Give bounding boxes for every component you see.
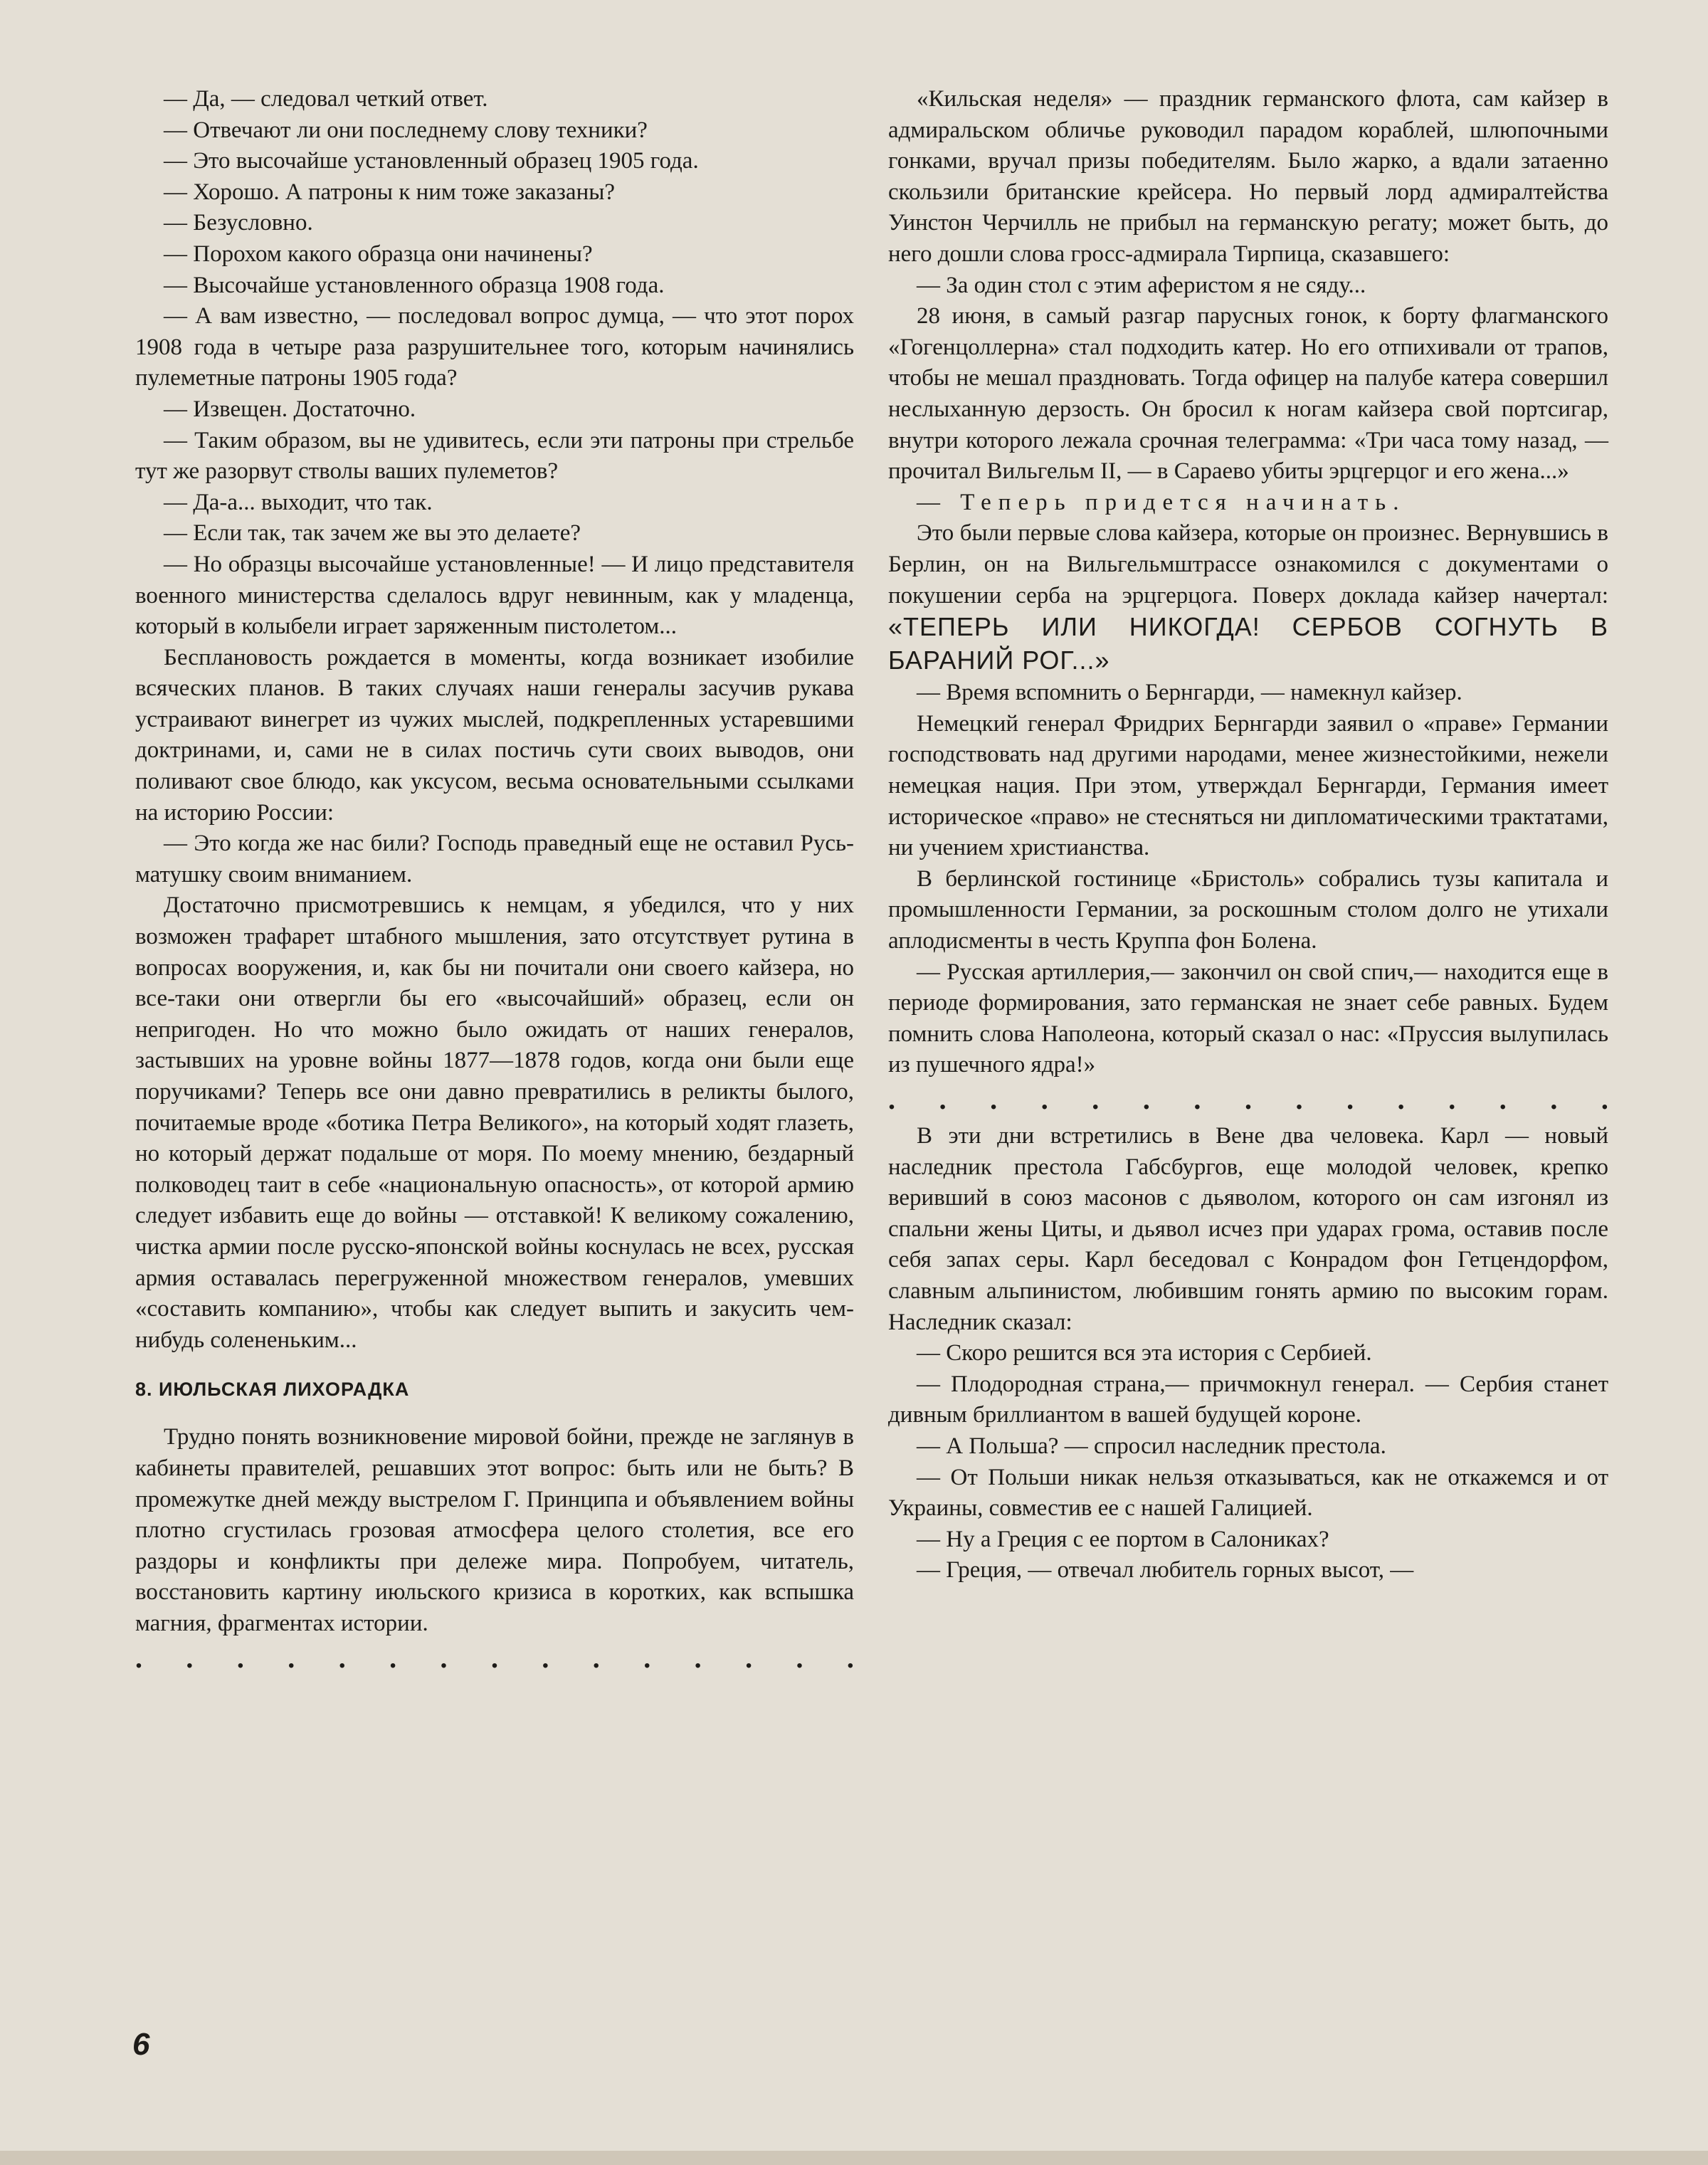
divider-dot: . — [1397, 1083, 1405, 1115]
left-column — [135, 84, 854, 1680]
paragraph: — От Польши никак нельзя отказываться, как не откажемся и от Украины, совместив ее с нашей Галицией. — [888, 1464, 1608, 1522]
divider-dot: . — [1092, 1083, 1100, 1115]
divider-dot: . — [1346, 1083, 1354, 1115]
paragraph: — Греция, — отвечал любитель горных высот, — — [917, 1557, 1414, 1584]
divider-dot: . — [643, 1641, 651, 1674]
page-number: 6 — [132, 2027, 150, 2062]
left-paragraphs-a — [135, 84, 854, 1356]
divider-dot: . — [440, 1641, 448, 1674]
paragraph: — Таким образом, вы не удивитесь, если эти патроны при стрельбе тут же разорвут стволы ваших пулеметов? — [135, 427, 854, 485]
kaiser-paragraph-text: Это были первые слова кайзера, которые он произнес. Вернувшись в Берлин, он на Вильгельмштрассе ознакомился с документами о покушении серба на эрцгерцога. Поверх доклада кайзер начертал: — [888, 520, 1608, 609]
divider-dot: . — [490, 1641, 498, 1674]
paragraph: В эти дни встретились в Вене два человека. Карл — новый наследник престола Габсбургов, еще молодой человек, крепко веривший в союз масонов с дьяволом, которого он сам изгонял из спальни жены Циты, и дьявол исчез при ударах грома, оставив после себя запах серы. Карл беседовал с Конрадом фон Гетцендорфом, славным альпинистом, любившим гонять армию по высоким горам. Наследник сказал: — [888, 1123, 1608, 1335]
right-column — [888, 84, 1608, 1586]
right-paragraphs-b — [888, 678, 1608, 1081]
left-paragraphs-b — [135, 1422, 854, 1639]
divider-dot: . — [236, 1641, 244, 1674]
page-bottom-edge — [0, 2151, 1708, 2165]
divider-dot: . — [288, 1641, 295, 1674]
kaiser-caps-quote: «ТЕПЕРЬ ИЛИ НИКОГДА! СЕРБОВ СОГНУТЬ В БАРАНИЙ РОГ...» — [888, 612, 1608, 675]
paragraph: Трудно понять возникновение мировой бойни, прежде не заглянув в кабинеты правителей, решавших этот вопрос: быть или не быть? В промежутке дней между выстрелом Г. Принципа и объявлением войны плотно сгустилась грозовая атмосфера целого столетия, все его раздоры и конфликты при дележе мира. Попробуем, читатель, восстановить картину июльского кризиса в коротких, как вспышка магния, фрагментах истории. — [135, 1424, 854, 1636]
divider-dot: . — [1244, 1083, 1252, 1115]
kaiser-paragraph — [888, 518, 1608, 678]
paragraph: Немецкий генерал Фридрих Бернгарди заявил о «праве» Германии господствовать над другими народами, менее жизнестойкими, нежели немецкая нация. При этом, утверждал Бернгарди, Германия имеет историческое «право» не стесняться ни дипломатическими трактатами, ни учением христианства. — [888, 710, 1608, 861]
section-divider-dots — [888, 1081, 1608, 1121]
paragraph: — Это высочайше установленный образец 1905 года. — [164, 148, 699, 174]
paragraph: — Время вспомнить о Бернгарди, — намекнул кайзер. — [917, 680, 1462, 706]
paragraph: Достаточно присмотревшись к немцам, я убедился, что у них возможен трафарет штабного мышления, зато отсутствует рутина в вопросах вооружения, и, как бы ни почитали они своего кайзера, но все-таки они отвергли бы его «высочайший» образец, если он непригоден. Но что можно было ожидать от наших генералов, застывших на уровне войны 1877—1878 годов, когда они были еще поручиками? Теперь все они давно превратились в реликты былого, почитаемые вроде «ботика Петра Великого», на который ходят глазеть, но который держат подальше от моря. По моему мнению, бездарный полководец таит в себе «национальную опасность», от которой армию следует избавить еще до войны — отставкой! К великому сожалению, чистка армии после русско-японской войны коснулась не всех, русская армия оставалась перегруженной множеством генералов, умевших «составить компанию», чтобы как следует выпить и закусить чем-нибудь солененьким... — [135, 892, 854, 1353]
divider-dot: . — [990, 1083, 998, 1115]
divider-dot: . — [592, 1641, 600, 1674]
divider-dot: . — [338, 1641, 346, 1674]
chapter-heading: 8. ИЮЛЬСКАЯ ЛИХОРАДКА — [135, 1379, 410, 1401]
paragraph: — Русская артиллерия,— закончил он свой спич,— находится еще в периоде формирования, зато германская не знает себе равных. Будем помнить слова Наполеона, который сказал о нас: «Пруссия вылупилась из пушечного ядра!» — [888, 959, 1608, 1078]
paragraph: — А вам известно, — последовал вопрос думца, — что этот порох 1908 года в четыре раза разрушительнее того, которым начинялись пулеметные патроны 1905 года? — [135, 303, 854, 391]
paragraph: В берлинской гостинице «Бристоль» собрались тузы капитала и промышленности Германии, за роскошным столом долго не утихали аплодисменты в честь Круппа фон Болена. — [888, 865, 1608, 954]
divider-dot: . — [389, 1641, 397, 1674]
paragraph: 28 июня, в самый разгар парусных гонок, к борту флагманского «Гогенцоллерна» стал подходить катер. Но его отпихивали от трапов, чтобы не мешал праздновать. Тогда офицер на палубе катера совершил неслыханную дерзость. Он бросил к ногам кайзера свой портсигар, внутри которого лежала срочная телеграмма: «Три часа тому назад, — прочитал Вильгельм II, — в Сараево убиты эрцгерцог и его жена...» — [888, 303, 1608, 485]
paragraph: — Высочайше установленного образца 1908 года. — [164, 272, 665, 298]
paragraph: — За один стол с этим аферистом я не сяду... — [917, 272, 1366, 298]
divider-dot: . — [1193, 1083, 1201, 1115]
paragraph: — Хорошо. А патроны к ним тоже заказаны? — [164, 179, 616, 205]
divider-dot: . — [1142, 1083, 1150, 1115]
paragraph: — Да, — следовал четкий ответ. — [164, 86, 488, 112]
paragraph: — Это когда же нас били? Господь праведный еще не оставил Русь-матушку своим вниманием. — [135, 831, 854, 887]
divider-dot: . — [846, 1641, 854, 1674]
paragraph: — Плодородная страна,— причмокнул генерал. — Сербия станет дивным бриллиантом в вашей будущей короне. — [888, 1371, 1608, 1428]
paragraph: — Безусловно. — [164, 210, 313, 236]
paragraph: «Кильская неделя» — праздник германского флота, сам кайзер в адмиральском обличье руководил парадом кораблей, шлюпочными гонками, вручал призы победителям. Было жарко, а вдали затаенно скользили британские крейсера. Но первый лорд адмиралтейства Уинстон Черчилль не прибыл на германскую регату; может быть, до него дошли слова гросс-адмирала Тирпица, сказавшего: — [888, 86, 1608, 267]
paragraph: — Отвечают ли они последнему слову техники? — [164, 117, 648, 143]
paragraph: — Скоро решится вся эта история с Сербией. — [917, 1340, 1372, 1366]
divider-dot: . — [796, 1641, 803, 1674]
kaiser-spaced-line: — Теперь придется начинать. — [917, 489, 1406, 515]
divider-dot: . — [186, 1641, 194, 1674]
paragraph: Бесплановость рождается в моменты, когда возникает изобилие всяческих планов. В таких случаях наши генералы засучив рукава устраивают винегрет из чужих мыслей, подкрепленных устаревшими доктринами, и, сами не в силах постичь сути своих выводов, они поливают свое блюдо, как уксусом, весьма основательными ссылками на историю России: — [135, 644, 854, 826]
divider-dot: . — [1601, 1083, 1608, 1115]
paragraph: — А Польша? — спросил наследник престола. — [917, 1433, 1386, 1459]
paragraph: — Если так, так зачем же вы это делаете? — [164, 520, 581, 547]
divider-dot: . — [1040, 1083, 1048, 1115]
right-paragraphs-c — [888, 1121, 1608, 1586]
divider-dot: . — [694, 1641, 702, 1674]
paragraph: — Но образцы высочайше установленные! — И лицо представителя военного министерства сделалось вдруг невинным, как у младенца, который в колыбели играет заряженным пистолетом... — [135, 551, 854, 640]
divider-dot: . — [542, 1641, 549, 1674]
divider-dot: . — [1295, 1083, 1303, 1115]
divider-dot: . — [939, 1083, 947, 1115]
paragraph: — Извещен. Достаточно. — [164, 396, 416, 422]
paragraph: — Ну а Греция с ее портом в Салониках? — [917, 1526, 1329, 1552]
divider-dot: . — [1550, 1083, 1558, 1115]
divider-dot: . — [745, 1641, 753, 1674]
section-divider-dots — [135, 1640, 854, 1680]
divider-dot: . — [888, 1083, 895, 1115]
divider-dot: . — [1499, 1083, 1507, 1115]
paragraph: — Порохом какого образца они начинены? — [164, 241, 593, 267]
paragraph: — Да-а... выходит, что так. — [164, 489, 433, 515]
right-paragraphs-a — [888, 84, 1608, 488]
divider-dot: . — [135, 1641, 142, 1674]
divider-dot: . — [1448, 1083, 1456, 1115]
